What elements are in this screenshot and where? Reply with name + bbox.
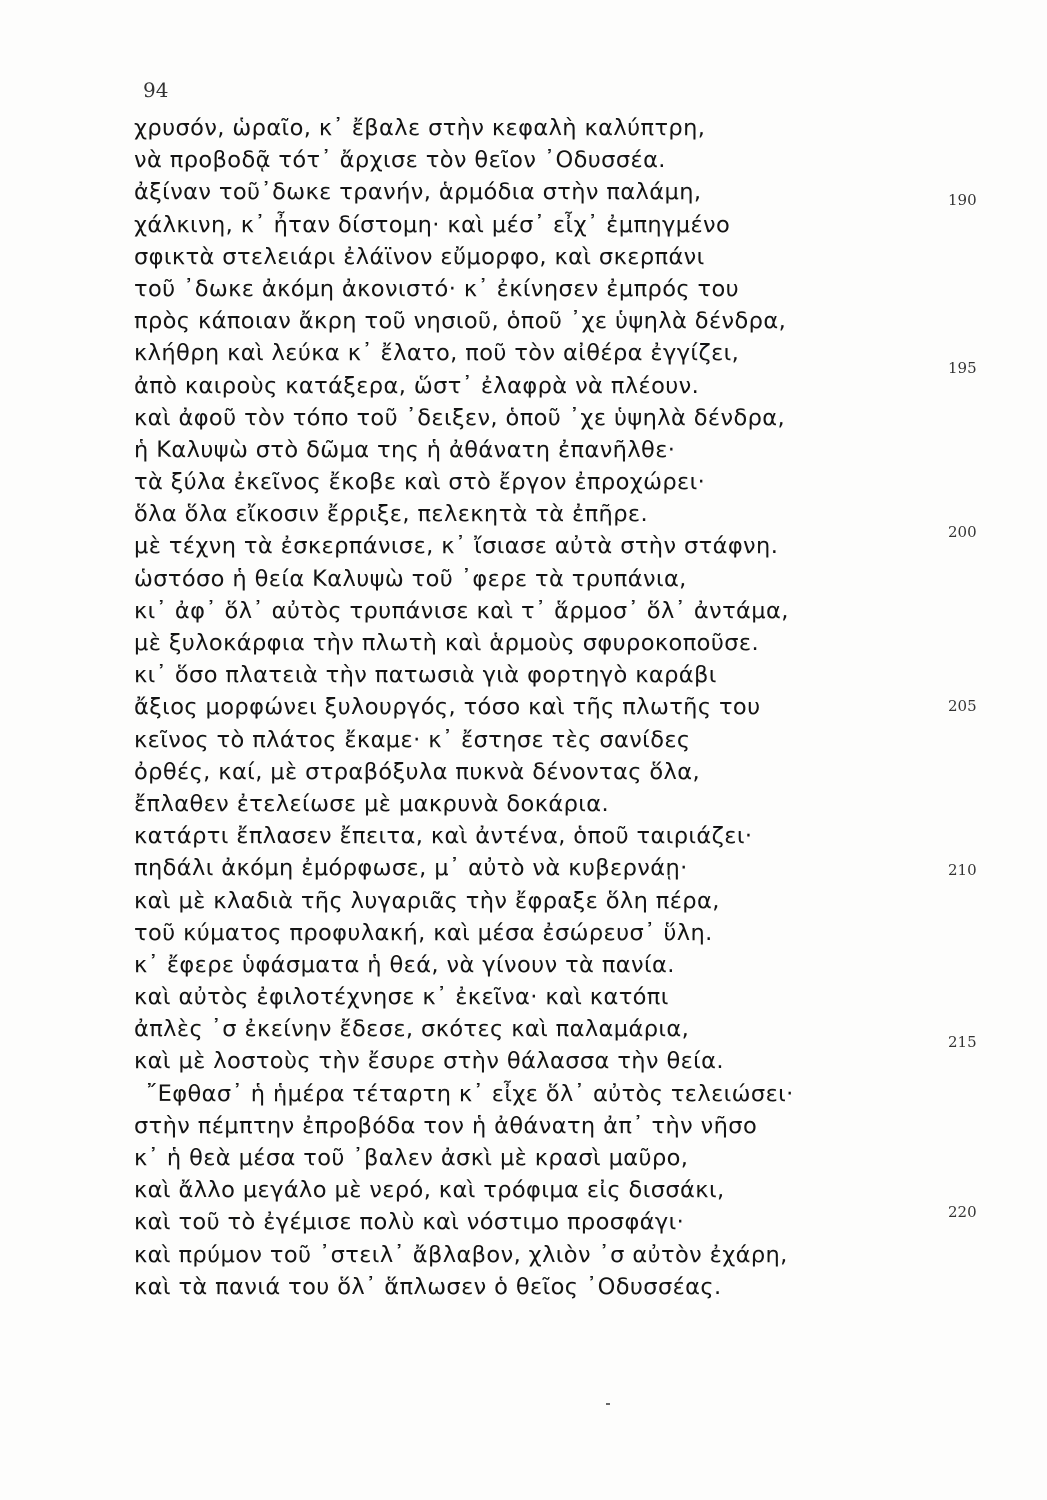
verse-line: καὶ μὲ κλαδιὰ τῆς λυγαριᾶς τὴν ἔφραξε ὅλη πέρα,	[134, 887, 720, 914]
verse-line: πηδάλι ἀκόμη ἐμόρφωσε, μ᾽ αὐτὸ νὰ κυβερνάῃ·	[134, 855, 688, 882]
verse-line: ὀρθές, καί, μὲ στραβόξυλα πυκνὰ δένοντας ὅλα,	[134, 758, 701, 785]
verse-line: πρὸς κάποιαν ἄκρη τοῦ νησιοῦ, ὁποῦ ᾽χε ὑψηλὰ δένδρα,	[134, 308, 787, 335]
verse-line: ἔπλαθεν ἐτελείωσε μὲ μακρυνὰ δοκάρια.	[134, 790, 610, 817]
verse-line: χρυσόν, ὡραῖο, κ᾽ ἔβαλε στὴν κεφαλὴ καλύπτρη,	[134, 115, 706, 141]
verse-line: ῎Εφθασ᾽ ἡ ἡμέρα τέταρτη κ᾽ εἶχε ὅλ᾽ αὐτὸς τελειώσει·	[146, 1080, 794, 1107]
verse-line: μὲ ξυλοκάρφια τὴν πλωτὴ καὶ ἁρμοὺς σφυροκοποῦσε.	[134, 630, 760, 656]
line-number: 205	[948, 697, 977, 715]
verse-block	[134, 112, 924, 1303]
verse-line: καὶ ἄλλο μεγάλο μὲ νερό, καὶ τρόφιμα εἰς δισσάκι,	[134, 1177, 725, 1204]
line-number: 190	[948, 191, 977, 209]
print-mark	[606, 1403, 610, 1405]
verse-line: τοῦ κύματος προφυλακή, καὶ μέσα ἐσώρευσ᾽ ὕλη.	[134, 919, 713, 946]
verse-line: σφικτὰ στελειάρι ἐλάϊνον εὔμορφο, καὶ σκερπάνι	[134, 243, 705, 270]
verse-line: καὶ τὰ πανιά του ὅλ᾽ ἅπλωσεν ὁ θεῖος ᾿Οδυσσέας.	[134, 1273, 722, 1300]
verse-line: ὡστόσο ἡ θεία Καλυψὼ τοῦ ᾽φερε τὰ τρυπάνια,	[134, 565, 687, 592]
verse-line: τὰ ξύλα ἐκεῖνος ἔκοβε καὶ στὸ ἔργον ἐπροχώρει·	[134, 469, 706, 496]
verse-line: κατάρτι ἔπλασεν ἔπειτα, καὶ ἀντένα, ὁποῦ ταιριάζει·	[134, 823, 753, 850]
verse-line: ὅλα ὅλα εἴκοσιν ἔρριξε, πελεκητὰ τὰ ἐπῆρε.	[134, 501, 649, 528]
verse-line: νὰ προβοδᾷ τότ᾽ ἄρχισε τὸν θεῖον ᾿Οδυσσέα.	[134, 147, 666, 174]
line-number: 200	[948, 523, 977, 541]
verse-line: ἄξιος μορφώνει ξυλουργός, τόσο καὶ τῆς πλωτῆς του	[134, 694, 761, 721]
verse-line: μὲ τέχνη τὰ ἐσκερπάνισε, κ᾽ ἴσιασε αὐτὰ στὴν στάφνη.	[134, 533, 779, 560]
page-number: 94	[143, 78, 169, 102]
verse-line: ἀπὸ καιροὺς κατάξερα, ὥστ᾽ ἐλαφρὰ νὰ πλέουν.	[134, 372, 700, 399]
line-number: 195	[948, 359, 977, 377]
verse-line: κεῖνος τὸ πλάτος ἔκαμε· κ᾽ ἔστησε τὲς σανίδες	[134, 726, 691, 753]
verse-line: κι᾽ ἀφ᾽ ὅλ᾽ αὐτὸς τρυπάνισε καὶ τ᾽ ἅρμοσ᾽ ὅλ᾽ ἀντάμα,	[134, 597, 789, 624]
verse-line: ἀξίναν τοῦ᾽δωκε τρανήν, ἁρμόδια στὴν παλάμη,	[134, 179, 702, 206]
verse-line: στὴν πέμπτην ἐπροβόδα τον ἡ ἀθάνατη ἀπ᾽ τὴν νῆσο	[134, 1112, 758, 1139]
verse-line: καὶ ἀφοῦ τὸν τόπο τοῦ ᾽δειξεν, ὁποῦ ᾽χε ὑψηλὰ δένδρα,	[134, 404, 786, 431]
verse-line: καὶ τοῦ τὸ ἐγέμισε πολὺ καὶ νόστιμο προσφάγι·	[134, 1209, 685, 1236]
verse-line: κ᾽ ἔφερε ὑφάσματα ἡ θεά, νὰ γίνουν τὰ πανία.	[134, 951, 675, 978]
verse-line: καὶ αὐτὸς ἐφιλοτέχνησε κ᾽ ἐκεῖνα· καὶ κατόπι	[134, 984, 669, 1011]
line-number: 215	[948, 1033, 977, 1051]
verse-line: κι᾽ ὅσο πλατειὰ τὴν πατωσιὰ γιὰ φορτηγὸ καράβι	[134, 662, 717, 689]
line-number: 220	[948, 1203, 977, 1221]
verse-line: καὶ μὲ λοστοὺς τὴν ἔσυρε στὴν θάλασσα τὴν θεία.	[134, 1048, 724, 1075]
verse-line: καὶ πρύμον τοῦ ᾽στειλ᾽ ἄβλαβον, χλιὸν ᾽σ αὐτὸν ἐχάρη,	[134, 1241, 788, 1268]
verse-line: ἀπλὲς ᾽σ ἐκείνην ἔδεσε, σκότες καὶ παλαμάρια,	[134, 1016, 690, 1043]
verse-line: χάλκινη, κ᾽ ἦταν δίστομη· καὶ μέσ᾽ εἶχ᾽ ἐμπηγμένο	[134, 211, 731, 238]
verse-line: τοῦ ᾽δωκε ἀκόμη ἀκονιστό· κ᾽ ἐκίνησεν ἐμπρός του	[134, 275, 740, 302]
verse-line: κ᾽ ἡ θεὰ μέσα τοῦ ᾽βαλεν ἀσκὶ μὲ κρασὶ μαῦρο,	[134, 1145, 689, 1171]
line-number: 210	[948, 861, 977, 879]
verse-line: ἡ Καλυψὼ στὸ δῶμα της ἡ ἀθάνατη ἐπανῆλθε·	[134, 436, 676, 463]
verse-line: κλήθρη καὶ λεύκα κ᾽ ἔλατο, ποῦ τὸν αἰθέρα ἐγγίζει,	[134, 340, 740, 367]
